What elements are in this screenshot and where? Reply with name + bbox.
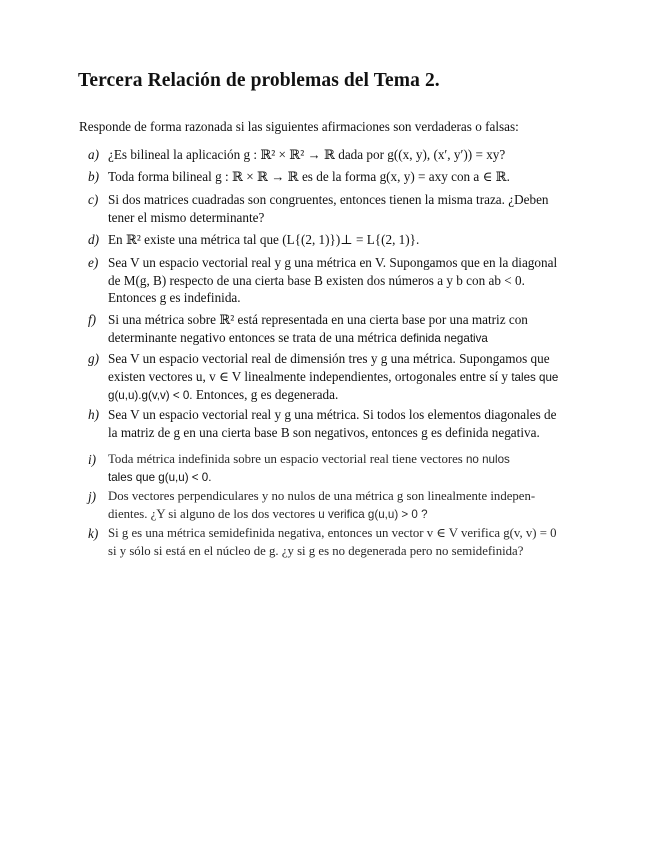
problem-line: Entonces, g es degenerada. bbox=[195, 387, 339, 402]
problem-line: ¿Es bilineal la aplicación g : ℝ² × ℝ² → ℝ dada por g((x, y), (x′, y′)) = xy? bbox=[108, 147, 506, 162]
problem-label: i) bbox=[88, 452, 97, 467]
handwritten-insert: tales que g(u,u) < 0. bbox=[108, 470, 212, 484]
problem-line: Si una métrica sobre ℝ² está representada en una cierta base por una matriz con bbox=[108, 312, 528, 327]
handwritten-insert: no nulos bbox=[465, 453, 510, 466]
problem-item-f bbox=[88, 311, 583, 347]
problem-label: c) bbox=[88, 192, 99, 207]
problem-label: h) bbox=[88, 407, 99, 422]
problem-line-group bbox=[108, 368, 583, 387]
problem-line: tener el mismo determinante? bbox=[108, 209, 265, 225]
handwritten-insert: g(u,u).g(v,v) < 0. bbox=[108, 389, 193, 402]
problem-item-d bbox=[88, 231, 583, 249]
problem-item-h bbox=[88, 406, 583, 441]
problem-text bbox=[108, 406, 583, 441]
problem-label: j) bbox=[88, 489, 97, 504]
intro-text: Responde de forma razonada si las siguientes afirmaciones son verdaderas o falsas: bbox=[79, 119, 519, 134]
problem-line: de M(g, B) respecto de una cierta base B existen dos números a y b con ab < 0. bbox=[108, 272, 525, 288]
problem-item-e bbox=[88, 254, 583, 307]
problem-item-k bbox=[88, 525, 583, 560]
problem-item-a bbox=[88, 146, 583, 164]
problem-line: si y sólo si está en el núcleo de g. ¿y si g es no degenerada pero no semidefinida? bbox=[108, 543, 524, 558]
problem-line-group bbox=[108, 451, 583, 469]
problem-line: existen vectores u, v ∈ V linealmente independientes, ortogonales entre sí y bbox=[108, 368, 509, 384]
problem-line-group bbox=[108, 329, 583, 348]
problem-line: Toda forma bilineal g : ℝ × ℝ → ℝ es de la forma g(x, y) = axy con a ∈ ℝ. bbox=[108, 169, 510, 184]
problem-item-g bbox=[88, 350, 583, 405]
problem-item-b bbox=[88, 168, 583, 186]
page-title: Tercera Relación de problemas del Tema 2. bbox=[78, 70, 440, 91]
problem-line: Sea V un espacio vectorial real de dimensión tres y g una métrica. Supongamos que bbox=[108, 351, 550, 366]
problem-line: En ℝ² existe una métrica tal que (L{(2, 1)})⊥ = L{(2, 1)}. bbox=[108, 232, 420, 247]
problem-item-i bbox=[88, 451, 583, 486]
problem-label: e) bbox=[88, 255, 99, 270]
problem-item-c bbox=[88, 191, 583, 226]
problem-label: g) bbox=[88, 351, 99, 366]
problem-line-group bbox=[108, 386, 583, 405]
problem-text bbox=[108, 168, 583, 186]
problem-text bbox=[108, 451, 583, 486]
problem-text bbox=[108, 350, 583, 405]
problem-text bbox=[108, 146, 583, 164]
problem-line: la matriz de g en una cierta base B son negativos, entonces g es definida negativa. bbox=[108, 424, 540, 440]
problem-text bbox=[108, 254, 583, 307]
problem-line: dientes. ¿Y si alguno de los dos vectores bbox=[108, 506, 316, 521]
problem-line: Si dos matrices cuadradas son congruentes, entonces tienen la misma traza. ¿Deben bbox=[108, 192, 549, 207]
problem-item-j bbox=[88, 488, 583, 523]
handwritten-insert: u verifica g(u,u) > 0 ? bbox=[318, 507, 428, 521]
problem-text bbox=[108, 311, 583, 347]
problem-label: a) bbox=[88, 147, 99, 162]
problem-label: b) bbox=[88, 169, 99, 184]
problem-line: Dos vectores perpendiculares y no nulos de una métrica g son linealmente indepen- bbox=[108, 489, 536, 503]
problem-line: determinante negativo entonces se trata de una métrica bbox=[108, 329, 397, 345]
problem-text bbox=[108, 488, 583, 523]
problem-label: d) bbox=[88, 232, 99, 247]
problem-label: f) bbox=[88, 312, 97, 327]
problem-line: Sea V un espacio vectorial real y g una métrica en V. Supongamos que en la diagonal bbox=[108, 255, 558, 270]
problem-line: Si g es una métrica semidefinida negativa, entonces un vector v ∈ V verifica g(v, v) = 0 bbox=[108, 526, 557, 540]
problem-line: Toda métrica indefinida sobre un espacio vectorial real tiene vectores bbox=[108, 452, 463, 466]
problem-text bbox=[108, 525, 583, 560]
problem-line: Entonces g es indefinida. bbox=[108, 290, 241, 305]
problem-line-group bbox=[108, 506, 583, 524]
problem-text bbox=[108, 191, 583, 226]
problem-text bbox=[108, 231, 583, 249]
handwritten-insert: tales que bbox=[511, 370, 559, 384]
problem-label: k) bbox=[88, 526, 99, 541]
handwritten-insert: definida negativa bbox=[400, 331, 488, 345]
problem-line: Sea V un espacio vectorial real y g una métrica. Si todos los elementos diagonales de bbox=[108, 407, 557, 422]
